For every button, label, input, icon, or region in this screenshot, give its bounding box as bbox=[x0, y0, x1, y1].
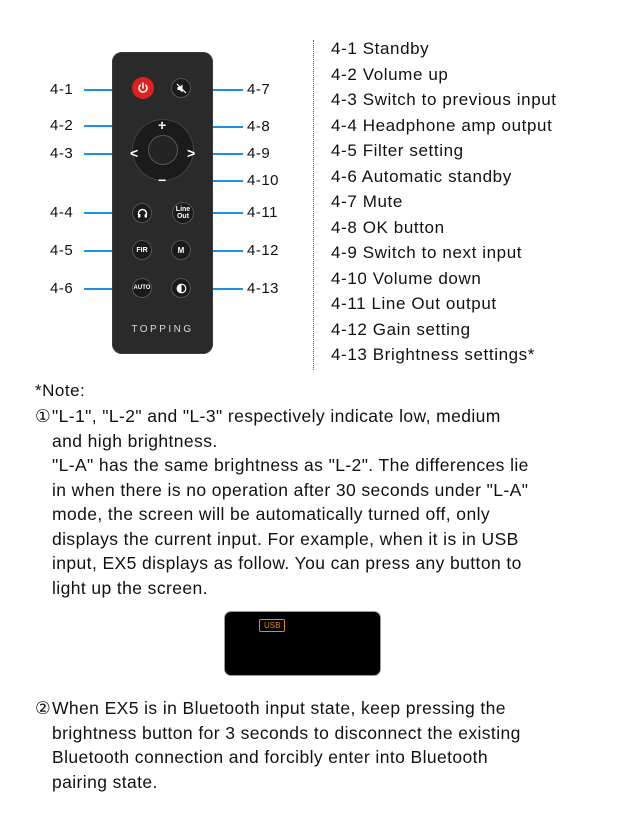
note-line: brightness button for 3 seconds to disconnect the existing bbox=[52, 722, 521, 743]
usb-badge: USB bbox=[259, 619, 285, 632]
note-paragraph-1 bbox=[35, 404, 529, 600]
volume-down-button[interactable]: − bbox=[158, 172, 167, 188]
volume-up-button[interactable]: + bbox=[158, 117, 167, 133]
note-line: in when there is no operation after 30 seconds under "L-A" bbox=[52, 479, 529, 500]
callout-4-6: 4-6 bbox=[50, 280, 74, 297]
device-display-screen bbox=[225, 612, 380, 675]
note-heading: *Note: bbox=[35, 381, 86, 400]
note-line: "L-A" has the same brightness as "L-2". The differences lie bbox=[52, 455, 529, 475]
note-line: mode, the screen will be automatically turned off, only bbox=[52, 504, 491, 524]
remote-control bbox=[112, 52, 213, 354]
note-line: light up the screen. bbox=[52, 577, 208, 598]
headphone-button[interactable] bbox=[132, 203, 152, 223]
callout-4-5: 4-5 bbox=[50, 242, 74, 259]
callout-4-13: 4-13 bbox=[247, 280, 280, 297]
note-paragraph-2 bbox=[35, 696, 521, 794]
callout-4-12: 4-12 bbox=[247, 242, 280, 259]
callout-4-10: 4-10 bbox=[247, 172, 280, 189]
callout-4-2: 4-2 bbox=[50, 117, 74, 134]
legend-item: 4-2 Volume up bbox=[331, 64, 449, 84]
dotted-divider bbox=[313, 40, 314, 370]
note-line: pairing state. bbox=[52, 771, 158, 792]
callout-4-3: 4-3 bbox=[50, 145, 74, 162]
callout-4-11: 4-11 bbox=[247, 204, 278, 221]
headphone-icon bbox=[137, 208, 148, 219]
marker-2: ② bbox=[35, 698, 52, 718]
line-out-button[interactable]: Line Out bbox=[172, 202, 194, 224]
filter-button[interactable]: FIR bbox=[132, 240, 152, 260]
callout-4-8: 4-8 bbox=[247, 118, 271, 135]
note-line: input, EX5 displays as follow. You can press any button to bbox=[52, 553, 522, 573]
legend-item: 4-6 Automatic standby bbox=[331, 166, 512, 186]
legend-item: 4-9 Switch to next input bbox=[331, 243, 523, 262]
legend-list bbox=[331, 38, 557, 370]
brand-logo: TOPPING bbox=[131, 324, 194, 335]
legend-item: 4-3 Switch to previous input bbox=[331, 90, 557, 109]
brightness-icon bbox=[176, 283, 187, 294]
legend-item: 4-1 Standby bbox=[331, 39, 430, 58]
legend-item: 4-7 Mute bbox=[331, 192, 403, 211]
callout-4-7: 4-7 bbox=[247, 81, 271, 98]
legend-item: 4-12 Gain setting bbox=[331, 319, 471, 339]
note-line: displays the current input. For example, when it is in USB bbox=[52, 528, 519, 549]
note-line: ①"L-1", "L-2" and "L-3" respectively indicate low, medium bbox=[35, 404, 529, 429]
callout-4-1: 4-1 bbox=[50, 81, 74, 98]
legend-item: 4-11 Line Out output bbox=[331, 294, 497, 313]
previous-input-button[interactable]: < bbox=[130, 145, 139, 161]
standby-button[interactable] bbox=[132, 77, 154, 99]
note-line: and high brightness. bbox=[52, 430, 218, 451]
note-line: Bluetooth connection and forcibly enter into Bluetooth bbox=[52, 747, 489, 767]
note-line: ②When EX5 is in Bluetooth input state, keep pressing the bbox=[35, 696, 521, 721]
legend-item: 4-4 Headphone amp output bbox=[331, 115, 553, 135]
auto-standby-button[interactable]: AUTO bbox=[132, 278, 152, 298]
mute-icon bbox=[176, 83, 187, 94]
ok-button[interactable] bbox=[148, 135, 178, 165]
callout-4-4: 4-4 bbox=[50, 204, 74, 221]
legend-item: 4-8 OK button bbox=[331, 217, 445, 237]
callout-4-9: 4-9 bbox=[247, 145, 271, 162]
power-icon bbox=[137, 82, 149, 94]
legend-item: 4-10 Volume down bbox=[331, 268, 482, 288]
mute-button[interactable] bbox=[171, 78, 191, 98]
legend-item: 4-13 Brightness settings* bbox=[331, 345, 535, 364]
brightness-button[interactable] bbox=[171, 278, 191, 298]
next-input-button[interactable]: > bbox=[187, 145, 196, 161]
legend-item: 4-5 Filter setting bbox=[331, 141, 464, 160]
marker-1: ① bbox=[35, 406, 52, 426]
gain-button[interactable]: M bbox=[171, 240, 191, 260]
